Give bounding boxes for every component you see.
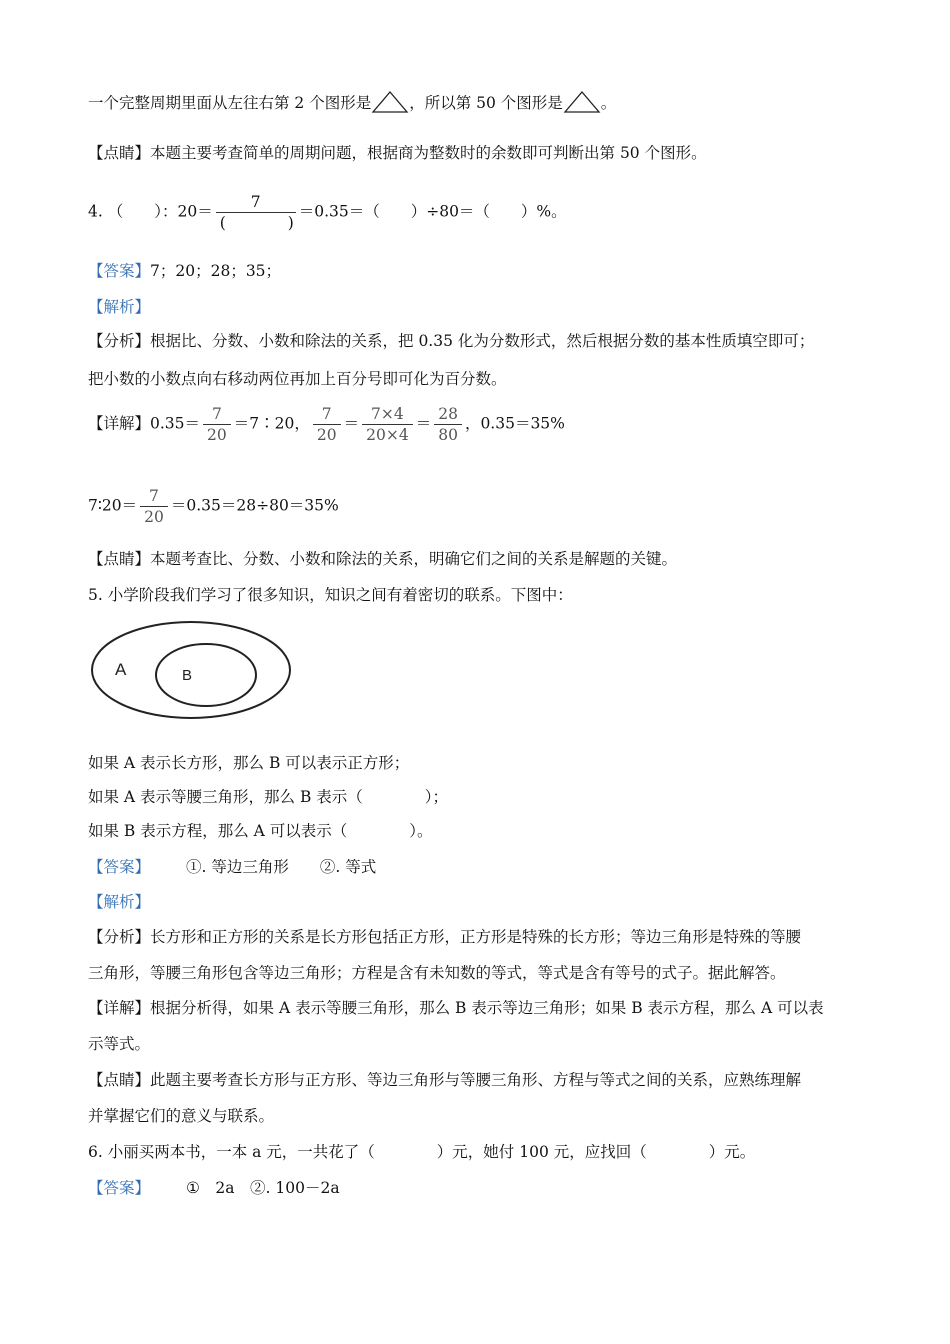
fraction bbox=[140, 486, 168, 527]
answer-text: 7；20；28；35； bbox=[150, 262, 282, 280]
numerator: 28 bbox=[438, 405, 458, 423]
numerator: 7 bbox=[250, 193, 261, 211]
label-b: B bbox=[182, 667, 193, 684]
text: ＝ bbox=[343, 414, 360, 433]
tag-xiangjie: 【详解】 bbox=[88, 999, 151, 1017]
numerator: 7 bbox=[211, 405, 222, 423]
xiangjie-4 bbox=[88, 404, 565, 445]
label-a: A bbox=[115, 660, 127, 679]
q5-line1: 如果 A 表示长方形，那么 B 可以表示正方形； bbox=[88, 754, 410, 772]
q5-line2: 如果 A 表示等腰三角形，那么 B 表示（ ）； bbox=[88, 788, 449, 806]
dianjing-4 bbox=[88, 548, 677, 570]
question-5: 5. 小学阶段我们学习了很多知识，知识之间有着密切的联系。下图中： bbox=[88, 586, 573, 604]
denominator: 20 bbox=[207, 426, 227, 444]
answer-4 bbox=[88, 260, 281, 282]
text: ＝7∶20， bbox=[233, 414, 310, 433]
tag-answer: 【答案】 bbox=[88, 1179, 151, 1197]
text: ，0.35＝35% bbox=[464, 414, 565, 433]
fraction bbox=[362, 404, 413, 445]
period-conclusion-line bbox=[88, 90, 616, 114]
tag-dianjing: 【点睛】 bbox=[88, 550, 151, 568]
answer-text: ①. 等边三角形 ②. 等式 bbox=[186, 858, 377, 876]
xiangjie-5-line2: 示等式。 bbox=[88, 1035, 151, 1053]
tag-analysis-4: 【解析】 bbox=[88, 298, 151, 316]
fenxi-4-line1 bbox=[88, 330, 814, 352]
xiangjie-5-line1 bbox=[88, 997, 824, 1019]
dianjing-5-line2: 并掌握它们的意义与联系。 bbox=[88, 1107, 275, 1125]
denominator: 20×4 bbox=[366, 426, 409, 444]
text: 根据比、分数、小数和除法的关系，把 0.35 化为分数形式，然后根据分数的基本性质填空即可； bbox=[150, 332, 815, 350]
text: ＝0.35＝28÷80＝35% bbox=[170, 496, 339, 515]
triangle-icon bbox=[563, 90, 601, 114]
q4-prefix: 4. （ ）：20＝ bbox=[88, 202, 213, 221]
text: 。 bbox=[600, 94, 617, 112]
numerator: 7 bbox=[149, 487, 159, 505]
numerator: 7 bbox=[321, 405, 332, 423]
numerator: 7×4 bbox=[371, 405, 404, 423]
tag-analysis-5: 【解析】 bbox=[88, 893, 151, 911]
tip-line bbox=[88, 142, 707, 164]
question-6: 6. 小丽买两本书，一本 a 元，一共花了（ ）元，她付 100 元，应找回（ ）元。 bbox=[88, 1143, 756, 1161]
text: ＝ bbox=[415, 414, 432, 433]
text: 7∶20＝ bbox=[88, 496, 138, 515]
tag-answer: 【答案】 bbox=[88, 262, 151, 280]
inner-ellipse-b bbox=[156, 644, 256, 706]
text: ，所以第 50 个图形是 bbox=[409, 94, 563, 112]
tag-dianjing: 【点睛】 bbox=[88, 144, 151, 162]
denominator: 80 bbox=[438, 426, 458, 444]
fenxi-5-line2: 三角形，等腰三角形包含等边三角形；方程是含有未知数的等式，等式是含有等号的式子。据此解答。 bbox=[88, 964, 786, 982]
equation-4 bbox=[88, 486, 339, 527]
q4-suffix: ＝0.35＝（ ）÷80＝（ ）%。 bbox=[298, 202, 567, 221]
answer-5 bbox=[88, 856, 376, 878]
fraction bbox=[313, 404, 341, 445]
denominator: ( ) bbox=[219, 214, 294, 232]
text: 本题主要考查简单的周期问题，根据商为整数时的余数即可判断出第 50 个图形。 bbox=[150, 144, 707, 162]
fenxi-4-line2: 把小数的小数点向右移动两位再加上百分号即可化为百分数。 bbox=[88, 370, 507, 388]
text: 长方形和正方形的关系是长方形包括正方形，正方形是特殊的长方形；等边三角形是特殊的等腰 bbox=[150, 928, 802, 946]
tag-dianjing: 【点睛】 bbox=[88, 1071, 151, 1089]
venn-diagram bbox=[88, 618, 294, 722]
text: 此题主要考查长方形与正方形、等边三角形与等腰三角形、方程与等式之间的关系，应熟练理解 bbox=[150, 1071, 802, 1089]
answer-6 bbox=[88, 1177, 340, 1199]
q4-fraction bbox=[216, 192, 296, 233]
fraction bbox=[203, 404, 231, 445]
text: 本题考查比、分数、小数和除法的关系，明确它们之间的关系是解题的关键。 bbox=[150, 550, 678, 568]
q5-line3: 如果 B 表示方程，那么 A 可以表示（ ）。 bbox=[88, 822, 433, 840]
text: 0.35＝ bbox=[150, 414, 201, 433]
fenxi-5-line1 bbox=[88, 926, 801, 948]
text: 根据分析得，如果 A 表示等腰三角形，那么 B 表示等边三角形；如果 B 表示方程，那么 A 可以表 bbox=[150, 999, 824, 1017]
tag-fenxi: 【分析】 bbox=[88, 928, 151, 946]
tag-answer: 【答案】 bbox=[88, 858, 151, 876]
text: 一个完整周期里面从左往右第 2 个图形是 bbox=[88, 94, 372, 112]
fraction bbox=[434, 404, 462, 445]
answer-text: ① 2a ②. 100－2a bbox=[186, 1179, 340, 1197]
dianjing-5-line1 bbox=[88, 1069, 801, 1091]
tag-xiangjie: 【详解】 bbox=[88, 414, 151, 433]
denominator: 20 bbox=[316, 426, 337, 444]
denominator: 20 bbox=[144, 508, 164, 526]
triangle-icon bbox=[371, 90, 409, 114]
question-4 bbox=[88, 192, 567, 233]
tag-fenxi: 【分析】 bbox=[88, 332, 151, 350]
